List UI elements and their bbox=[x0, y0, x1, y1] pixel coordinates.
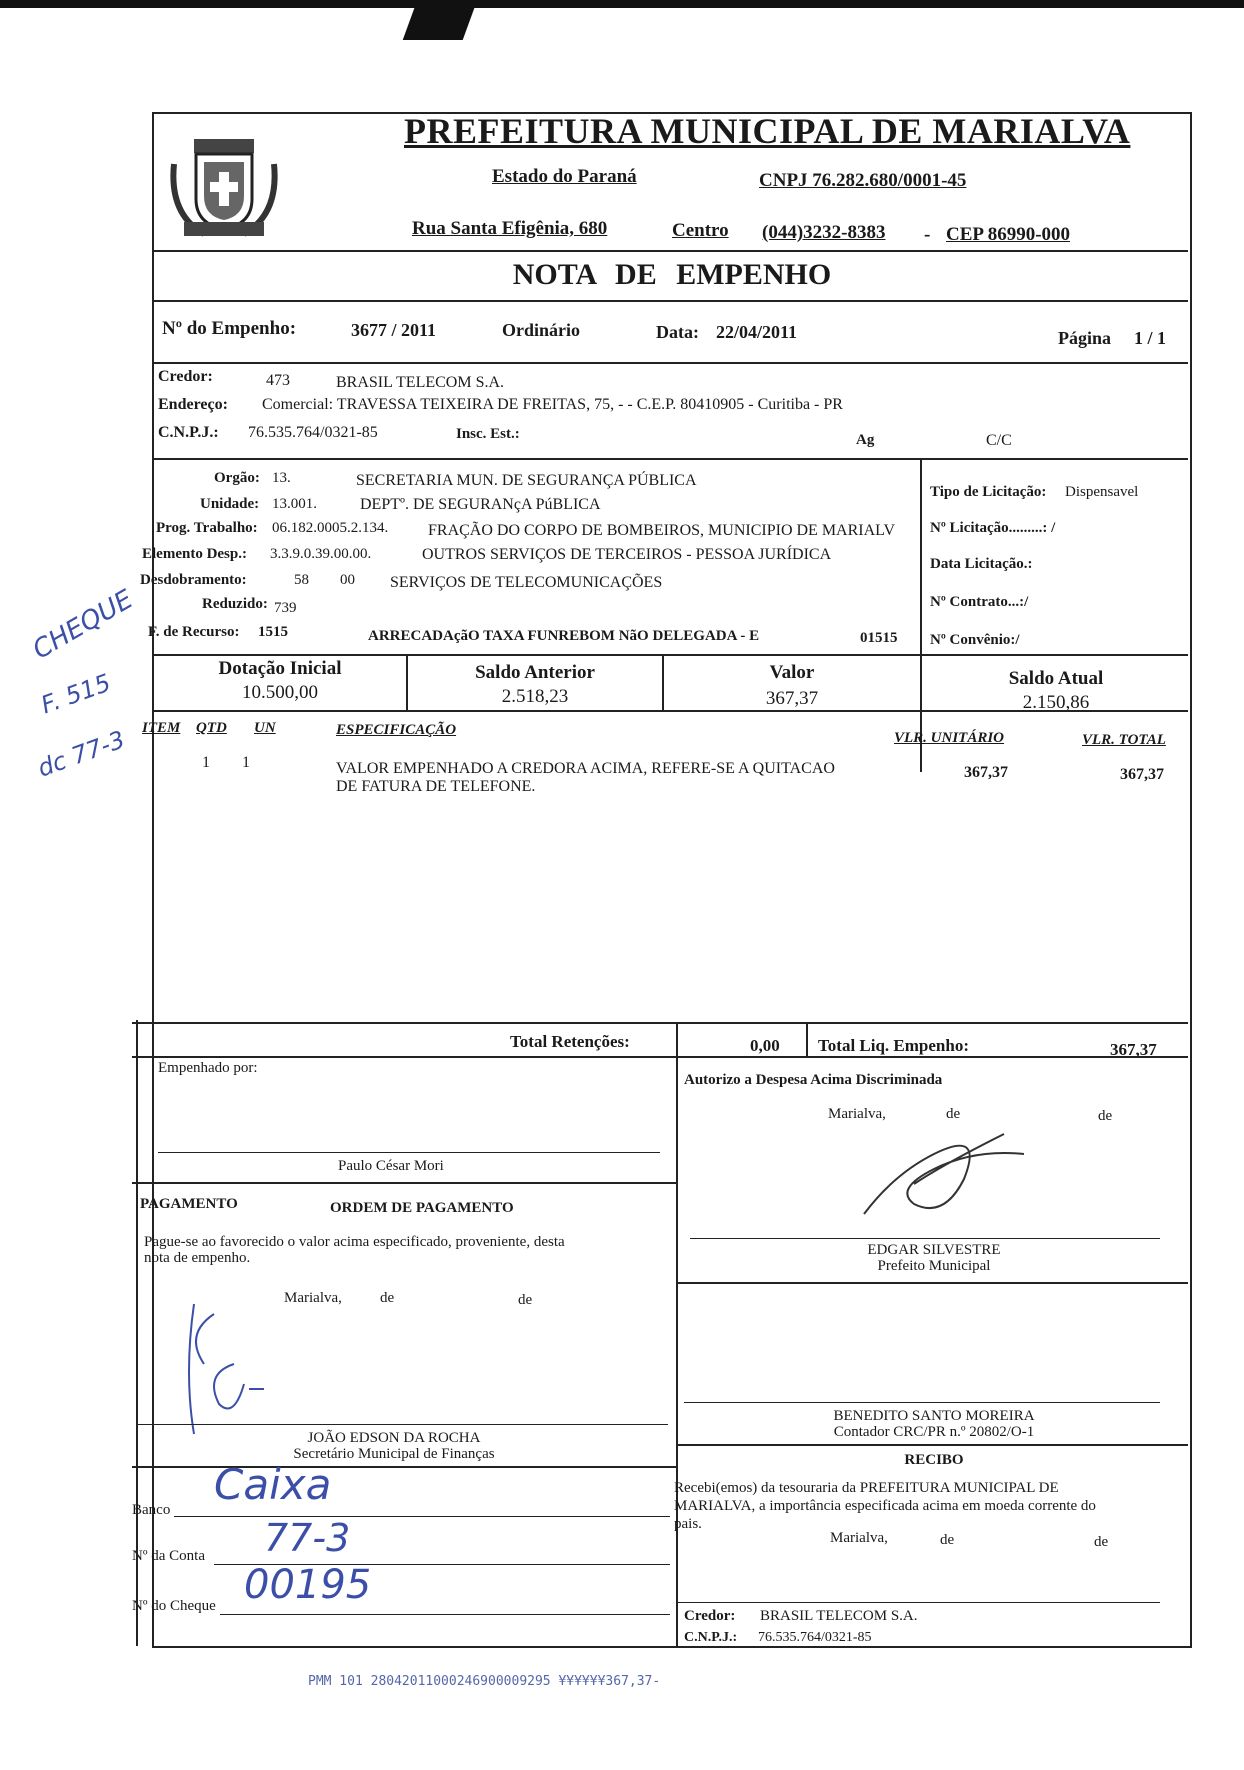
licitacao-tipo: Dispensavel bbox=[1065, 484, 1139, 500]
desdobramento-b: 00 bbox=[340, 572, 355, 588]
doc-title: NOTA DE EMPENHO bbox=[512, 258, 832, 291]
col-vlr-total: VLR. TOTAL bbox=[1082, 732, 1166, 748]
empenho-type: Ordinário bbox=[502, 320, 581, 340]
autorizo-label: Autorizo a Despesa Acima Discriminada bbox=[684, 1072, 943, 1088]
saldo-anterior-value: 2.518,23 bbox=[501, 686, 569, 707]
col-especificacao: ESPECIFICAÇÃO bbox=[336, 722, 457, 738]
coat-of-arms-logo bbox=[164, 124, 284, 244]
banco-handwritten: Caixa bbox=[214, 1460, 332, 1509]
col-un: UN bbox=[254, 720, 276, 736]
col-qtd: QTD bbox=[196, 720, 227, 736]
scan-top-edge bbox=[0, 0, 1244, 8]
cheque-label: Nº do Cheque bbox=[132, 1598, 216, 1614]
credor-cnpj-label: C.N.P.J.: bbox=[158, 424, 219, 441]
recibo-city: Marialva, bbox=[830, 1530, 888, 1546]
unidade-code: 13.001. bbox=[272, 496, 317, 512]
recibo-cnpj-label: C.N.P.J.: bbox=[684, 1630, 738, 1645]
credor-code: 473 bbox=[266, 372, 290, 389]
valor-label: Valor bbox=[769, 662, 815, 683]
saldo-anterior-label: Saldo Anterior bbox=[475, 662, 595, 683]
footer-machine-code: PMM 101 28042011000246900009295 ¥¥¥¥¥¥367,37- bbox=[308, 1674, 661, 1689]
credor-name: BRASIL TELECOM S.A. bbox=[336, 374, 505, 391]
item-desc-line1: VALOR EMPENHADO A CREDORA ACIMA, REFERE-SE A QUITACAO bbox=[336, 760, 835, 777]
recibo-credor-label: Credor: bbox=[684, 1608, 736, 1624]
licitacao-tipo-label: Tipo de Licitação: bbox=[930, 484, 1047, 500]
licitacao-numero: Nº Licitação.........: / bbox=[930, 520, 1056, 536]
document-frame bbox=[132, 111, 1192, 1648]
orgao-desc: SECRETARIA MUN. DE SEGURANÇA PÚBLICA bbox=[356, 472, 697, 489]
recurso-label: F. de Recurso: bbox=[148, 624, 240, 640]
licitacao-data: Data Licitação.: bbox=[930, 556, 1033, 572]
credor-address: Comercial: TRAVESSA TEIXEIRA DE FREITAS, 75, - - C.E.P. 80410905 - Curitiba - PR bbox=[262, 396, 843, 413]
reduzido-code: 739 bbox=[274, 600, 297, 616]
conta-handwritten: 77-3 bbox=[264, 1516, 351, 1560]
header-sep: - bbox=[924, 224, 931, 245]
mayor-name: EDGAR SILVESTRE bbox=[867, 1242, 1001, 1258]
pagamento-de2: de bbox=[518, 1292, 533, 1308]
cheque-handwritten: 00195 bbox=[244, 1562, 372, 1608]
total-liq-value: 367,37 bbox=[1110, 1040, 1157, 1059]
item-qtd: 1 bbox=[242, 754, 250, 771]
licitacao-convenio: Nº Convênio:/ bbox=[930, 632, 1020, 648]
col-vlr-unitario: VLR. UNITÁRIO bbox=[894, 730, 1005, 746]
header-cnpj: CNPJ 76.282.680/0001-45 bbox=[759, 170, 967, 191]
empenho-number-label: Nº do Empenho: bbox=[162, 318, 297, 339]
credor-insc-label: Insc. Est.: bbox=[456, 426, 520, 442]
header-cep: CEP 86990-000 bbox=[946, 224, 1071, 245]
desdobramento-desc: SERVIÇOS DE TELECOMUNICAÇÕES bbox=[390, 574, 663, 591]
empenho-date-label: Data: bbox=[656, 322, 699, 342]
finance-signature bbox=[174, 1294, 284, 1444]
recibo-label: RECIBO bbox=[904, 1452, 964, 1468]
item-number: 1 bbox=[202, 754, 210, 771]
autorizo-de2: de bbox=[1098, 1108, 1113, 1124]
credor-cc-label: C/C bbox=[986, 432, 1012, 449]
prog-desc: FRAÇÃO DO CORPO DE BOMBEIROS, MUNICIPIO DE MARIALV bbox=[428, 522, 896, 539]
margin-note-3: dc 77-3 bbox=[33, 725, 129, 783]
header-phone: (044)3232-8383 bbox=[762, 222, 886, 243]
pagamento-text-line2: nota de empenho. bbox=[144, 1250, 251, 1266]
mayor-role: Prefeito Municipal bbox=[877, 1258, 991, 1274]
saldo-atual-value: 2.150,86 bbox=[1022, 692, 1090, 713]
recibo-de2: de bbox=[1094, 1534, 1109, 1550]
recibo-de1: de bbox=[940, 1532, 955, 1548]
banco-label: Banco bbox=[132, 1502, 171, 1518]
dotacao-value: 10.500,00 bbox=[242, 682, 318, 703]
recibo-text-line2: MARIALVA, a importância especificada acima em moeda corrente do bbox=[674, 1498, 1096, 1514]
header-address: Rua Santa Efigênia, 680 bbox=[412, 218, 608, 239]
elemento-label: Elemento Desp.: bbox=[142, 546, 247, 562]
credor-label: Credor: bbox=[158, 368, 213, 385]
header-title: PREFEITURA MUNICIPAL DE MARIALVA bbox=[404, 111, 1131, 151]
contador-name: BENEDITO SANTO MOREIRA bbox=[833, 1408, 1035, 1424]
desdobramento-label: Desdobramento: bbox=[140, 572, 247, 588]
margin-note-1: CHEQUE bbox=[27, 584, 139, 666]
empenho-date: 22/04/2011 bbox=[716, 322, 798, 342]
total-retencoes-label: Total Retenções: bbox=[510, 1032, 630, 1051]
contador-role: Contador CRC/PR n.º 20802/O-1 bbox=[833, 1424, 1035, 1440]
empenhado-label: Empenhado por: bbox=[158, 1060, 258, 1076]
item-unit-value: 367,37 bbox=[964, 764, 1008, 781]
page-number: 1 / 1 bbox=[1134, 328, 1167, 348]
page-label: Página bbox=[1058, 328, 1112, 348]
pagamento-de1: de bbox=[380, 1290, 395, 1306]
dotacao-label: Dotação Inicial bbox=[218, 658, 342, 679]
saldo-atual-label: Saldo Atual bbox=[1008, 668, 1104, 689]
orgao-label: Orgão: bbox=[214, 470, 260, 486]
unidade-desc: DEPTº. DE SEGURANçA PúBLICA bbox=[360, 496, 601, 513]
item-total-value: 367,37 bbox=[1120, 766, 1164, 783]
prog-code: 06.182.0005.2.134. bbox=[272, 520, 389, 536]
orgao-code: 13. bbox=[272, 470, 291, 486]
reduzido-label: Reduzido: bbox=[202, 596, 268, 612]
total-liq-label: Total Liq. Empenho: bbox=[818, 1036, 969, 1055]
credor-cnpj: 76.535.764/0321-85 bbox=[248, 424, 378, 441]
recibo-credor-name: BRASIL TELECOM S.A. bbox=[760, 1608, 918, 1624]
ordem-pagamento-label: ORDEM DE PAGAMENTO bbox=[330, 1200, 514, 1216]
recibo-text-line1: Recebi(emos) da tesouraria da PREFEITURA MUNICIPAL DE bbox=[674, 1480, 1059, 1496]
margin-note-2: F. 515 bbox=[37, 668, 115, 720]
col-item: ITEM bbox=[142, 720, 181, 736]
credor-address-label: Endereço: bbox=[158, 396, 228, 413]
elemento-code: 3.3.9.0.39.00.00. bbox=[270, 546, 372, 562]
pagamento-text-line1: Pague-se ao favorecido o valor acima especificado, proveniente, desta bbox=[144, 1234, 565, 1250]
conta-label: Nº da Conta bbox=[132, 1548, 205, 1564]
finance-name: JOÃO EDSON DA ROCHA bbox=[307, 1430, 481, 1446]
prog-label: Prog. Trabalho: bbox=[156, 520, 258, 536]
header-district: Centro bbox=[672, 220, 729, 241]
scan-artifact bbox=[403, 0, 478, 40]
recibo-text-line3: pais. bbox=[674, 1516, 702, 1532]
autorizo-de1: de bbox=[946, 1106, 961, 1122]
finance-role: Secretário Municipal de Finanças bbox=[293, 1446, 495, 1462]
header-state: Estado do Paraná bbox=[492, 166, 637, 187]
credor-ag-label: Ag bbox=[856, 432, 875, 448]
recurso-code-right: 01515 bbox=[860, 630, 898, 646]
empenhado-name: Paulo César Mori bbox=[338, 1158, 444, 1174]
item-desc-line2: DE FATURA DE TELEFONE. bbox=[336, 778, 536, 795]
pagamento-city: Marialva, bbox=[284, 1290, 342, 1306]
mayor-signature bbox=[854, 1124, 1034, 1224]
autorizo-city: Marialva, bbox=[828, 1106, 886, 1122]
recurso-code: 1515 bbox=[258, 624, 288, 640]
recibo-cnpj: 76.535.764/0321-85 bbox=[758, 1630, 872, 1645]
desdobramento-a: 58 bbox=[294, 572, 309, 588]
unidade-label: Unidade: bbox=[200, 496, 260, 512]
pagamento-label: PAGAMENTO bbox=[140, 1196, 238, 1212]
elemento-desc: OUTROS SERVIÇOS DE TERCEIROS - PESSOA JURÍDICA bbox=[422, 546, 832, 563]
licitacao-contrato: Nº Contrato...:/ bbox=[930, 594, 1029, 610]
recurso-desc: ARRECADAçãO TAXA FUNREBOM NãO DELEGADA - E bbox=[368, 628, 760, 644]
empenho-number: 3677 / 2011 bbox=[351, 320, 437, 340]
valor-value: 367,37 bbox=[765, 688, 819, 709]
total-retencoes-value: 0,00 bbox=[750, 1036, 780, 1055]
